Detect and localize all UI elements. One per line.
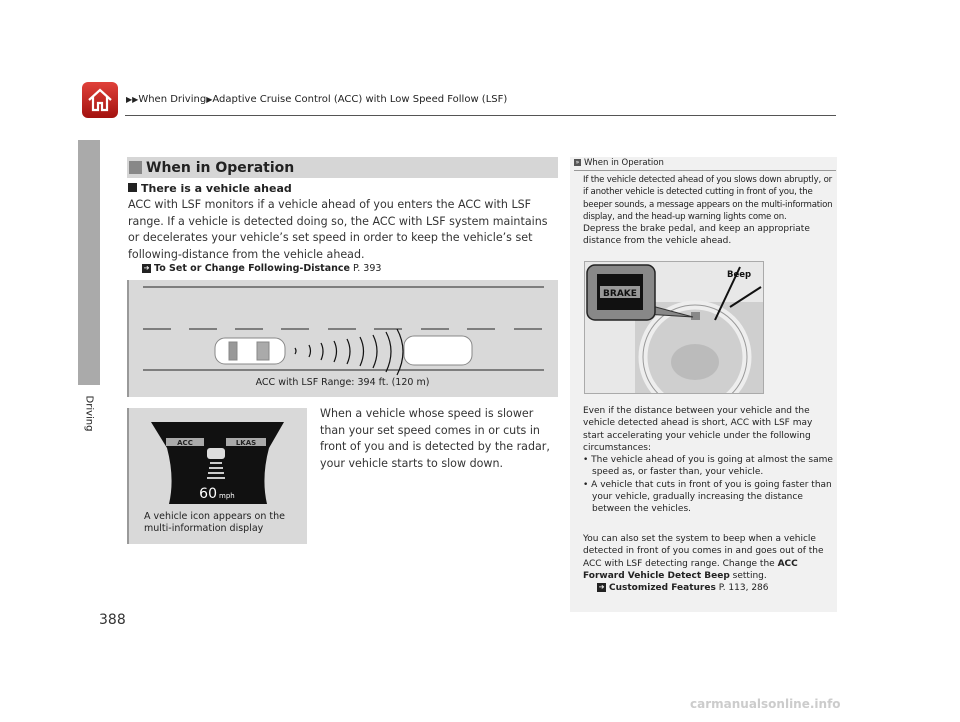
vehicle-icon [207,448,225,459]
own-vehicle [215,338,285,364]
side-note-paragraph: If the vehicle detected ahead of you slows down abruptly, or if another vehicle is detected cutting in front of you, the beeper sounds, a message appears on the multi-information display, and the head-up warning lights come on. [583,175,833,222]
mid-caption: A vehicle icon appears on the multi-information display [144,511,285,534]
vehicle-ahead [404,336,472,365]
watermark: carmanualsonline.info [690,697,841,711]
header-divider [125,115,836,116]
mid-lkas-label: LKAS [235,439,257,447]
note-icon: » [575,159,580,166]
breadcrumb-marker: ▶▶ [126,95,139,104]
mid-unit: mph [219,492,235,500]
mid-acc-label: ACC [177,439,193,447]
breadcrumb-when-driving[interactable]: When Driving [138,94,207,105]
chapter-tab-label: Driving [83,395,95,431]
steering-wheel-illustration [584,261,764,394]
section-heading: When in Operation [127,157,558,178]
side-note-paragraph: You can also set the system to beep when a vehicle detected in front of you comes in and goes out of the ACC with LSF detecting range. Change the ACC Forward Vehicle Detect Beep setting. ➔ Customized Features P. 113, 286 [583,533,833,594]
body-paragraph: ACC with LSF monitors if a vehicle ahead of you enters the ACC with LSF range. If a vehicle is detected doing so, the ACC with LSF system maintains or decelerates your vehicle’s set speed in order to keep the vehicle’s set following-distance from the vehicle ahead. [128,198,548,261]
mid-speed: 60 [199,486,217,502]
side-note-paragraph: Depress the brake pedal, and keep an appropriate distance from the vehicle ahead. [583,224,810,247]
side-note-paragraph: Even if the distance between your vehicle and the vehicle detected ahead is short, ACC with LSF may start accelerating your vehicle under the following circumstances: • The vehicle ahead of you is going at almost the same speed as, or faster than, your vehicle. • A vehicle that cuts in front of you is going faster than your vehicle, gradually increasing the distance between the vehicles. [583,406,833,515]
cross-reference-link[interactable]: ➔ To Set or Change Following-Distance P. 393 [143,263,382,274]
chapter-tab[interactable] [78,140,100,385]
side-note-divider [574,170,836,171]
bullet-item: • The vehicle ahead of you is going at almost the same speed as, or faster than, your vehicle. [583,455,833,478]
cross-reference-link[interactable]: ➔ Customized Features P. 113, 286 [598,583,769,594]
breadcrumb [126,94,507,105]
reference-arrow-icon: ➔ [598,583,605,592]
page-number: 388 [99,612,126,628]
home-button[interactable] [82,82,118,118]
body-paragraph-2: When a vehicle whose speed is slower than your set speed comes in or cuts in front of you and is detected by the radar, your vehicle starts to slow down. [320,407,550,470]
range-caption: ACC with LSF Range: 394 ft. (120 m) [255,377,430,388]
breadcrumb-acc[interactable]: Adaptive Cruise Control (ACC) with Low Speed Follow (LSF) [212,94,508,105]
bullet-item: • A vehicle that cuts in front of you is going faster than your vehicle, gradually increasing the distance between the vehicles. [583,479,832,515]
beep-label: Beep [727,270,752,280]
subsection-heading: There is a vehicle ahead [128,182,292,195]
home-icon [87,88,113,112]
breadcrumb-separator: ▶ [206,95,213,104]
brake-message: BRAKE [603,289,637,299]
side-note-heading: » When in Operation [575,158,664,168]
reference-arrow-icon: ➔ [143,264,150,272]
